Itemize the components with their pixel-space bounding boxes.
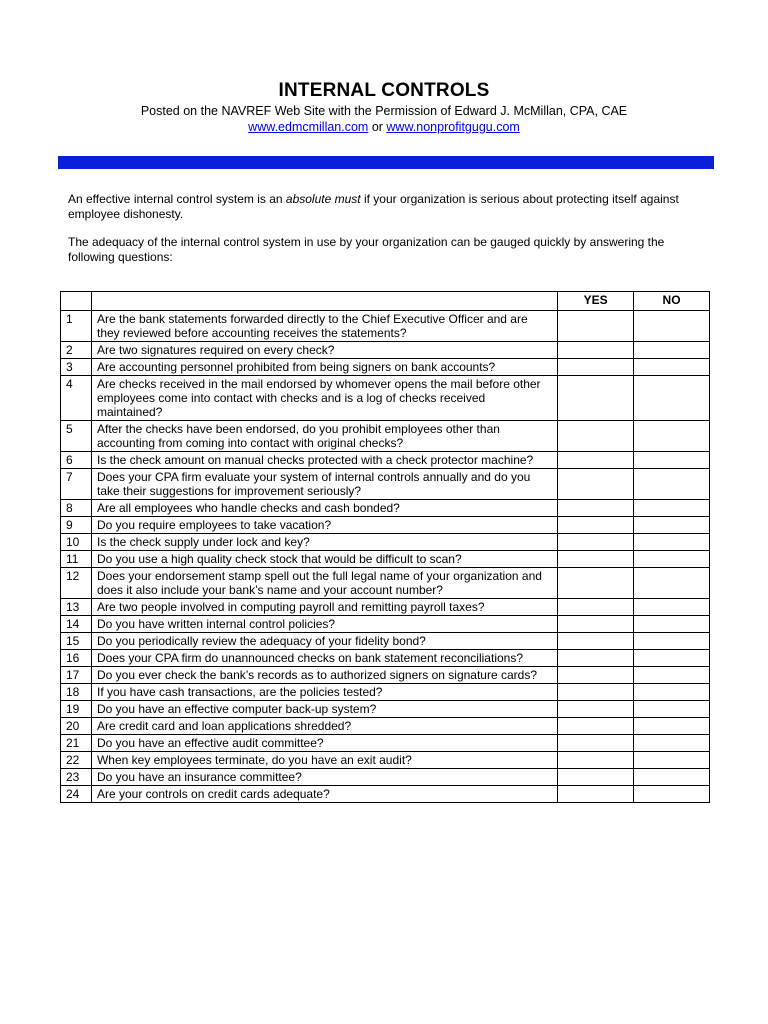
question-text: Is the check supply under lock and key? xyxy=(91,534,557,551)
link-separator: or xyxy=(368,120,387,134)
no-answer-cell[interactable] xyxy=(634,500,710,517)
yes-answer-cell[interactable] xyxy=(558,517,634,534)
no-answer-cell[interactable] xyxy=(634,667,710,684)
document-subtitle: Posted on the NAVREF Web Site with the Permission of Edward J. McMillan, CPA, CAE xyxy=(140,104,628,118)
row-number: 6 xyxy=(61,452,92,469)
yes-answer-cell[interactable] xyxy=(558,376,634,421)
table-header-row xyxy=(61,292,710,311)
row-number: 12 xyxy=(61,568,92,599)
no-answer-cell[interactable] xyxy=(634,342,710,359)
question-text: When key employees terminate, do you have an exit audit? xyxy=(91,752,557,769)
no-answer-cell[interactable] xyxy=(634,616,710,633)
question-text: Does your CPA firm evaluate your system of internal controls annually and do you take their suggestions for improvement seriously? xyxy=(91,469,557,500)
no-answer-cell[interactable] xyxy=(634,452,710,469)
row-number: 3 xyxy=(61,359,92,376)
table-row xyxy=(61,376,710,421)
yes-answer-cell[interactable] xyxy=(558,534,634,551)
row-number: 10 xyxy=(61,534,92,551)
row-number: 5 xyxy=(61,421,92,452)
table-row xyxy=(61,599,710,616)
question-text: After the checks have been endorsed, do you prohibit employees other than accounting from coming into contact with original checks? xyxy=(91,421,557,452)
question-text: Do you have an effective computer back-up system? xyxy=(91,701,557,718)
no-answer-cell[interactable] xyxy=(634,633,710,650)
question-text: Do you require employees to take vacation? xyxy=(91,517,557,534)
no-answer-cell[interactable] xyxy=(634,599,710,616)
intro-p1-emphasis: absolute must xyxy=(285,192,361,206)
document-title: INTERNAL CONTROLS xyxy=(278,80,490,101)
no-answer-cell[interactable] xyxy=(634,517,710,534)
row-number: 18 xyxy=(61,684,92,701)
no-answer-cell[interactable] xyxy=(634,469,710,500)
no-answer-cell[interactable] xyxy=(634,421,710,452)
table-row xyxy=(61,500,710,517)
table-row xyxy=(61,684,710,701)
table-row xyxy=(61,342,710,359)
row-number: 24 xyxy=(61,786,92,803)
yes-answer-cell[interactable] xyxy=(558,568,634,599)
no-answer-cell[interactable] xyxy=(634,684,710,701)
question-text: If you have cash transactions, are the policies tested? xyxy=(91,684,557,701)
question-text: Are your controls on credit cards adequate? xyxy=(91,786,557,803)
table-row xyxy=(61,359,710,376)
question-text: Does your CPA firm do unannounced checks on bank statement reconciliations? xyxy=(91,650,557,667)
question-text: Are two signatures required on every check? xyxy=(91,342,557,359)
row-number: 2 xyxy=(61,342,92,359)
row-number: 9 xyxy=(61,517,92,534)
question-text: Do you have written internal control policies? xyxy=(91,616,557,633)
intro-paragraph-1 xyxy=(68,192,708,221)
table-row xyxy=(61,752,710,769)
no-answer-cell[interactable] xyxy=(634,752,710,769)
row-number: 16 xyxy=(61,650,92,667)
question-text: Is the check amount on manual checks protected with a check protector machine? xyxy=(91,452,557,469)
table-row xyxy=(61,735,710,752)
header-num-cell xyxy=(61,292,92,311)
no-answer-cell[interactable] xyxy=(634,311,710,342)
table-row xyxy=(61,701,710,718)
table-row xyxy=(61,667,710,684)
intro-p1-before: An effective internal control system is an xyxy=(68,192,286,206)
question-text: Are all employees who handle checks and cash bonded? xyxy=(91,500,557,517)
yes-answer-cell[interactable] xyxy=(558,342,634,359)
yes-answer-cell[interactable] xyxy=(558,650,634,667)
yes-answer-cell[interactable] xyxy=(558,769,634,786)
row-number: 20 xyxy=(61,718,92,735)
row-number: 17 xyxy=(61,667,92,684)
no-answer-cell[interactable] xyxy=(634,718,710,735)
question-text: Does your endorsement stamp spell out the full legal name of your organization and does it also include your bank’s name and your account number? xyxy=(91,568,557,599)
yes-answer-cell[interactable] xyxy=(558,718,634,735)
yes-answer-cell[interactable] xyxy=(558,359,634,376)
table-row xyxy=(61,534,710,551)
header-divider-bar xyxy=(58,156,714,169)
no-answer-cell[interactable] xyxy=(634,701,710,718)
table-row xyxy=(61,769,710,786)
table-row xyxy=(61,650,710,667)
no-answer-cell[interactable] xyxy=(634,735,710,752)
question-text: Do you have an effective audit committee? xyxy=(91,735,557,752)
table-row xyxy=(61,421,710,452)
table-row xyxy=(61,452,710,469)
row-number: 4 xyxy=(61,376,92,421)
table-row xyxy=(61,551,710,568)
table-row xyxy=(61,517,710,534)
question-text: Are credit card and loan applications shredded? xyxy=(91,718,557,735)
row-number: 19 xyxy=(61,701,92,718)
source-links xyxy=(0,120,768,134)
yes-answer-cell[interactable] xyxy=(558,633,634,650)
question-text: Are two people involved in computing payroll and remitting payroll taxes? xyxy=(91,599,557,616)
yes-answer-cell[interactable] xyxy=(558,667,634,684)
yes-answer-cell[interactable] xyxy=(558,735,634,752)
yes-answer-cell[interactable] xyxy=(558,684,634,701)
table-row xyxy=(61,718,710,735)
yes-answer-cell[interactable] xyxy=(558,500,634,517)
question-text: Are accounting personnel prohibited from being signers on bank accounts? xyxy=(91,359,557,376)
no-answer-cell[interactable] xyxy=(634,551,710,568)
nonprofitgugu-link[interactable]: www.nonprofitgugu.com xyxy=(386,120,520,134)
table-row xyxy=(61,568,710,599)
no-answer-cell[interactable] xyxy=(634,650,710,667)
yes-answer-cell[interactable] xyxy=(558,599,634,616)
yes-answer-cell[interactable] xyxy=(558,786,634,803)
edmcmillan-link[interactable]: www.edmcmillan.com xyxy=(248,120,369,134)
row-number: 8 xyxy=(61,500,92,517)
questions-table xyxy=(60,291,710,803)
no-answer-cell[interactable] xyxy=(634,376,710,421)
row-number: 15 xyxy=(61,633,92,650)
yes-answer-cell[interactable] xyxy=(558,752,634,769)
row-number: 11 xyxy=(61,551,92,568)
question-text: Do you periodically review the adequacy of your fidelity bond? xyxy=(91,633,557,650)
yes-answer-cell[interactable] xyxy=(558,452,634,469)
yes-answer-cell[interactable] xyxy=(558,311,634,342)
table-row xyxy=(61,616,710,633)
table-row xyxy=(61,469,710,500)
row-number: 23 xyxy=(61,769,92,786)
no-answer-cell[interactable] xyxy=(634,534,710,551)
question-text: Are the bank statements forwarded directly to the Chief Executive Officer and are they reviewed before accounting receives the statements? xyxy=(91,311,557,342)
header-yes: YES xyxy=(558,292,634,311)
yes-answer-cell[interactable] xyxy=(558,421,634,452)
table-row xyxy=(61,786,710,803)
row-number: 13 xyxy=(61,599,92,616)
intro-paragraph-2: The adequacy of the internal control system in use by your organization can be gauged quickly by answering the following questions: xyxy=(68,235,665,264)
row-number: 7 xyxy=(61,469,92,500)
no-answer-cell[interactable] xyxy=(634,568,710,599)
question-text: Are checks received in the mail endorsed by whomever opens the mail before other employees come into contact with checks and is a log of checks received maintained? xyxy=(91,376,557,421)
row-number: 1 xyxy=(61,311,92,342)
intro-p1-after: if your organization is serious about protecting itself against employee dishonesty. xyxy=(68,192,679,221)
header-no: NO xyxy=(634,292,710,311)
yes-answer-cell[interactable] xyxy=(558,616,634,633)
row-number: 22 xyxy=(61,752,92,769)
row-number: 14 xyxy=(61,616,92,633)
yes-answer-cell[interactable] xyxy=(558,701,634,718)
no-answer-cell[interactable] xyxy=(634,786,710,803)
table-row xyxy=(61,311,710,342)
no-answer-cell[interactable] xyxy=(634,359,710,376)
question-text: Do you have an insurance committee? xyxy=(91,769,557,786)
no-answer-cell[interactable] xyxy=(634,769,710,786)
header-question-cell xyxy=(91,292,557,311)
yes-answer-cell[interactable] xyxy=(558,469,634,500)
yes-answer-cell[interactable] xyxy=(558,551,634,568)
row-number: 21 xyxy=(61,735,92,752)
question-text: Do you ever check the bank’s records as to authorized signers on signature cards? xyxy=(91,667,557,684)
question-text: Do you use a high quality check stock that would be difficult to scan? xyxy=(91,551,557,568)
table-row xyxy=(61,633,710,650)
